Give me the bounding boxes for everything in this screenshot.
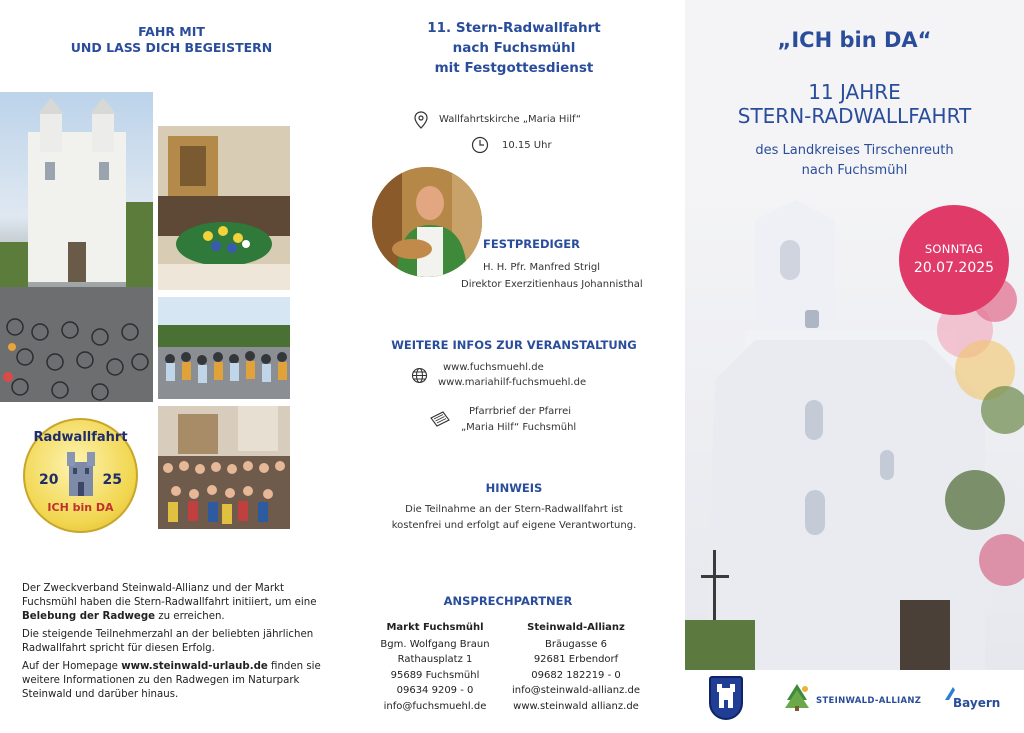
paragraph-success: Die steigende Teilnehmerzahl an der beliebten jährlichen Radwallfahrt spricht für diesen Erfolg.	[22, 629, 314, 654]
website-steinwald-link[interactable]: www.steinwald allianz.de	[513, 700, 639, 712]
coat-of-arms-icon	[709, 676, 743, 720]
photo-cyclists-crowd	[158, 297, 290, 399]
event-title: 11. Stern-Radwallfahrt nach Fuchsmühl mit Festgottesdienst	[427, 20, 601, 76]
location-text: Wallfahrtskirche „Maria Hilf“	[439, 114, 582, 125]
more-info-heading: WEITERE INFOS ZUR VERANSTALTUNG	[391, 338, 637, 352]
paragraph-initiative: Der Zweckverband Steinwald-Allianz und der Markt Fuchsmühl haben die Stern-Radwallfahrt initiiert, um eine Belebung der Radwege zu erreichen.	[22, 583, 317, 622]
preacher-heading: FESTPREDIGER	[483, 237, 580, 251]
contact-markt-fuchsmuehl: Markt Fuchsmühl Bgm. Wolfgang Braun Rathausplatz 1 95689 Fuchsmühl 09634 9209 - 0 info@fuchsmuehl.de	[355, 620, 515, 714]
left-heading: FAHR MIT UND LASS DICH BEGEISTERN	[70, 24, 273, 55]
steinwald-logo-text: STEINWALD-ALLIANZ	[816, 696, 922, 706]
paragraph-homepage: Auf der Homepage www.steinwald-urlaub.de finden sie weitere Informationen zu den Radwegen im Naturpark Steinwald und darüber hinaus.	[22, 661, 321, 700]
contact-steinwald-allianz: Steinwald-Allianz Bräugasse 6 92681 Erbendorf 09682 182219 - 0 info@steinwald-allianz.de www.steinwald allianz.de	[496, 620, 656, 714]
photo-church-bicycles	[0, 92, 153, 402]
time-text: 10.15 Uhr	[502, 140, 552, 151]
email-steinwald-link[interactable]: info@steinwald-allianz.de	[511, 685, 641, 696]
preacher-photo	[372, 167, 482, 277]
email-fuchsmuehl-link[interactable]: info@fuchsmuehl.de	[383, 700, 487, 712]
radwallfahrt-badge: Radwallfahrt 20 25 ICH bin DA	[23, 418, 138, 533]
main-title: 11 JAHRE STERN-RADWALLFAHRT	[737, 80, 972, 128]
preacher-role: Direktor Exerzitienhaus Johannisthal	[461, 279, 643, 290]
slogan: „ICH bin DA“	[777, 28, 932, 52]
preacher-name: H. H. Pfr. Manfred Strigl	[483, 262, 600, 273]
main-subtitle: des Landkreises Tirschenreuth nach Fuchsmühl	[755, 143, 954, 178]
right-panel	[685, 0, 1024, 733]
note-heading: HINWEIS	[485, 481, 543, 495]
contacts-heading: ANSPRECHPARTNER	[443, 594, 573, 608]
left-panel	[0, 0, 343, 733]
website-mariahilf-link[interactable]: www.mariahilf-fuchsmuehl.de	[438, 377, 587, 388]
parish-letter-line2: „Maria Hilf“ Fuchsmühl	[461, 422, 577, 433]
location-pin-icon	[414, 111, 428, 129]
photo-altar-flowers	[158, 126, 290, 290]
logo-bar	[685, 670, 1024, 733]
newsletter-icon	[429, 410, 451, 428]
bayern-logo-text: Bayern	[953, 696, 1001, 710]
left-body-text	[22, 582, 322, 706]
note-text: Die Teilnahme an der Stern-Radwallfahrt ist kostenfrei und erfolgt auf eigene Verantwortung.	[391, 504, 637, 531]
photo-church-service	[158, 406, 290, 529]
church-emblem-icon	[63, 448, 99, 496]
date-badge: SONNTAG 20.07.2025	[899, 205, 1009, 315]
globe-icon	[411, 367, 428, 384]
parish-letter-line1: Pfarrbrief der Pfarrei	[469, 406, 572, 417]
steinwald-logo-icon	[782, 682, 812, 712]
website-fuchsmuehl-link[interactable]: www.fuchsmuehl.de	[443, 362, 544, 373]
clock-icon	[471, 136, 489, 154]
